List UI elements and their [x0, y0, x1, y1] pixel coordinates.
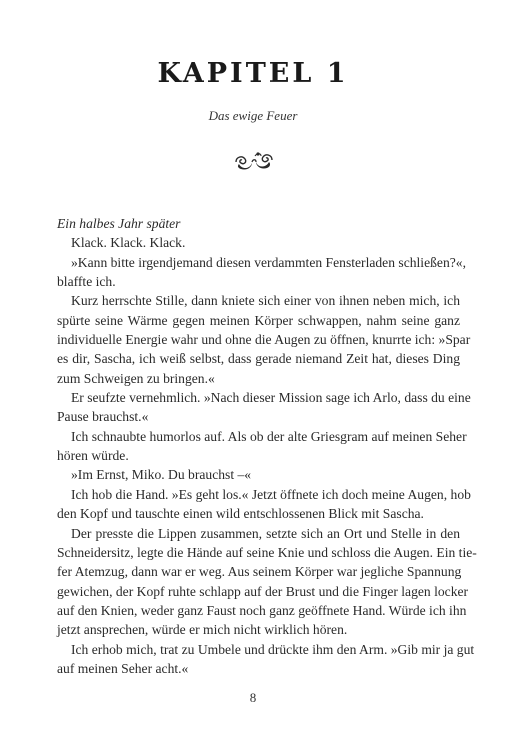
text-line: Kurz herrschte Stille, dann kniete sich einer von ihnen neben mich, ich	[71, 293, 460, 309]
text-line: auf den Knien, weder ganz Faust noch ganz geöffnete Hand. Würde ich ihn	[57, 602, 467, 618]
chapter-body-text	[57, 214, 477, 678]
text-line: Ich erhob mich, trat zu Umbele und drückte ihm den Arm. »Gib mir ja gut	[71, 641, 475, 657]
chapter-subtitle: Das ewige Feuer	[208, 108, 298, 123]
text-line: Ich schnaubte humorlos auf. Als ob der alte Griesgram auf meinen Seher	[71, 428, 467, 444]
text-line: jetzt ansprechen, würde er mich nicht wirklich hören.	[57, 622, 348, 638]
text-line: zum Schweigen zu bringen.«	[57, 370, 215, 386]
flourish-ornament-icon	[233, 150, 275, 172]
text-line: hören würde.	[57, 448, 129, 464]
text-line: spürte seine Wärme gegen meinen Körper schwappen, nahm seine ganz	[57, 312, 460, 328]
text-line: Pause brauchst.«	[57, 409, 149, 425]
text-line: gewichen, der Kopf ruhte schlapp auf der Brust und die Finger lagen locker	[57, 583, 469, 599]
text-line: Er seufzte vernehmlich. »Nach dieser Mission sage ich Arlo, dass du eine	[71, 390, 471, 406]
text-line: »Im Ernst, Miko. Du brauchst –«	[71, 467, 252, 483]
page-number: 8	[249, 690, 257, 705]
text-line: blaffte ich.	[57, 274, 116, 290]
text-line: Schneidersitz, legte die Hände auf seine Knie und schloss die Augen. Ein tie-	[57, 544, 477, 560]
chapter-title: KAPITEL 1	[157, 58, 349, 89]
text-line: fer Atemzug, dann war er weg. Aus seinem Körper war jegliche Spannung	[57, 564, 462, 580]
text-line: Ich hob die Hand. »Es geht los.« Jetzt öffnete ich doch meine Augen, hob	[71, 486, 471, 502]
text-line: es dir, Sascha, ich weiß selbst, dass gerade niemand Zeit hat, dieses Ding	[57, 351, 460, 367]
text-line: Ein halbes Jahr später	[57, 216, 181, 231]
text-line: Klack. Klack. Klack.	[71, 235, 186, 251]
text-line: Der presste die Lippen zusammen, setzte sich an Ort und Stelle in den	[71, 525, 460, 541]
text-line: »Kann bitte irgendjemand diesen verdammten Fensterladen schließen?«,	[71, 254, 466, 270]
text-line: auf meinen Seher acht.«	[57, 660, 189, 676]
text-line: den Kopf und tauschte einen wild entschlossenen Blick mit Sascha.	[57, 506, 424, 522]
text-line: individuelle Energie wahr und ohne die Augen zu öffnen, knurrte ich: »Spar	[57, 332, 471, 348]
